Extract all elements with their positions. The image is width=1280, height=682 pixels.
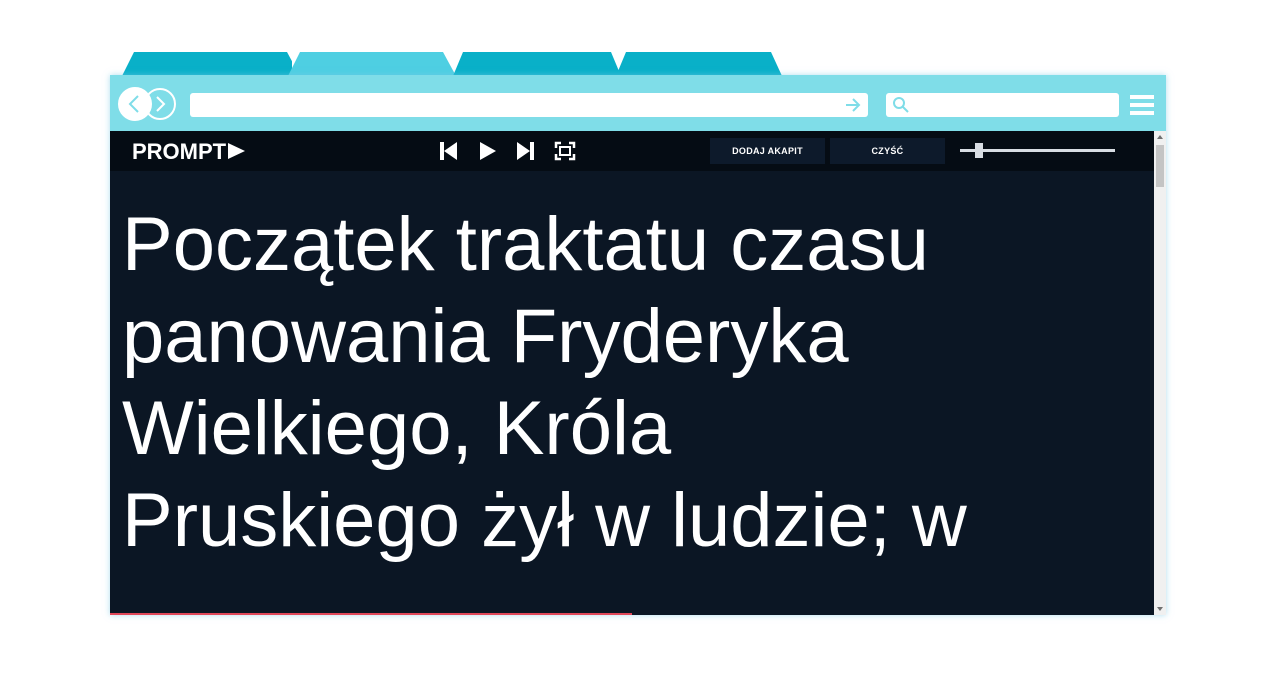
browser-tab-3[interactable] <box>453 52 623 76</box>
browser-tab-4[interactable] <box>616 52 786 76</box>
back-button[interactable] <box>118 87 152 121</box>
play-triangle-logo-icon <box>228 142 246 160</box>
clear-button[interactable]: CZYŚĆ <box>830 138 945 164</box>
browser-tab-2-active[interactable] <box>288 52 458 76</box>
search-icon <box>892 96 910 114</box>
browser-tab-strip <box>110 52 790 76</box>
page-viewport <box>110 131 1154 615</box>
vertical-scrollbar[interactable] <box>1154 131 1166 615</box>
text-line: Pruskiego żył w ludzie; w <box>122 478 967 563</box>
scroll-up-arrow-icon[interactable] <box>1154 131 1166 143</box>
add-paragraph-button[interactable]: DODAJ AKAPIT <box>710 138 825 164</box>
reading-progress-bar <box>110 613 632 615</box>
browser-window <box>110 75 1166 615</box>
prompter-toolbar <box>110 131 1154 171</box>
text-line: Początek traktatu czasu <box>122 202 929 287</box>
teleprompter-text <box>122 199 1132 567</box>
address-bar[interactable] <box>190 93 868 117</box>
browser-chrome <box>110 75 1166 131</box>
speed-slider-track[interactable] <box>960 149 1115 152</box>
skip-next-icon[interactable] <box>515 141 537 161</box>
play-icon[interactable] <box>478 141 498 161</box>
chevron-left-icon <box>120 89 150 119</box>
search-field[interactable] <box>886 93 1119 117</box>
scroll-down-arrow-icon[interactable] <box>1154 603 1166 615</box>
hamburger-menu-icon[interactable] <box>1130 95 1154 117</box>
scrollbar-thumb[interactable] <box>1156 145 1164 187</box>
text-line: panowania Fryderyka <box>122 294 849 379</box>
arrow-right-icon[interactable] <box>844 96 862 114</box>
browser-tab-1[interactable] <box>122 52 292 76</box>
logo-text: PROMPT <box>132 139 227 164</box>
fullscreen-icon[interactable] <box>554 141 576 161</box>
speed-slider-thumb[interactable] <box>975 143 983 158</box>
skip-previous-icon[interactable] <box>438 141 460 161</box>
text-line: Wielkiego, Króla <box>122 386 672 471</box>
app-logo <box>132 139 246 165</box>
